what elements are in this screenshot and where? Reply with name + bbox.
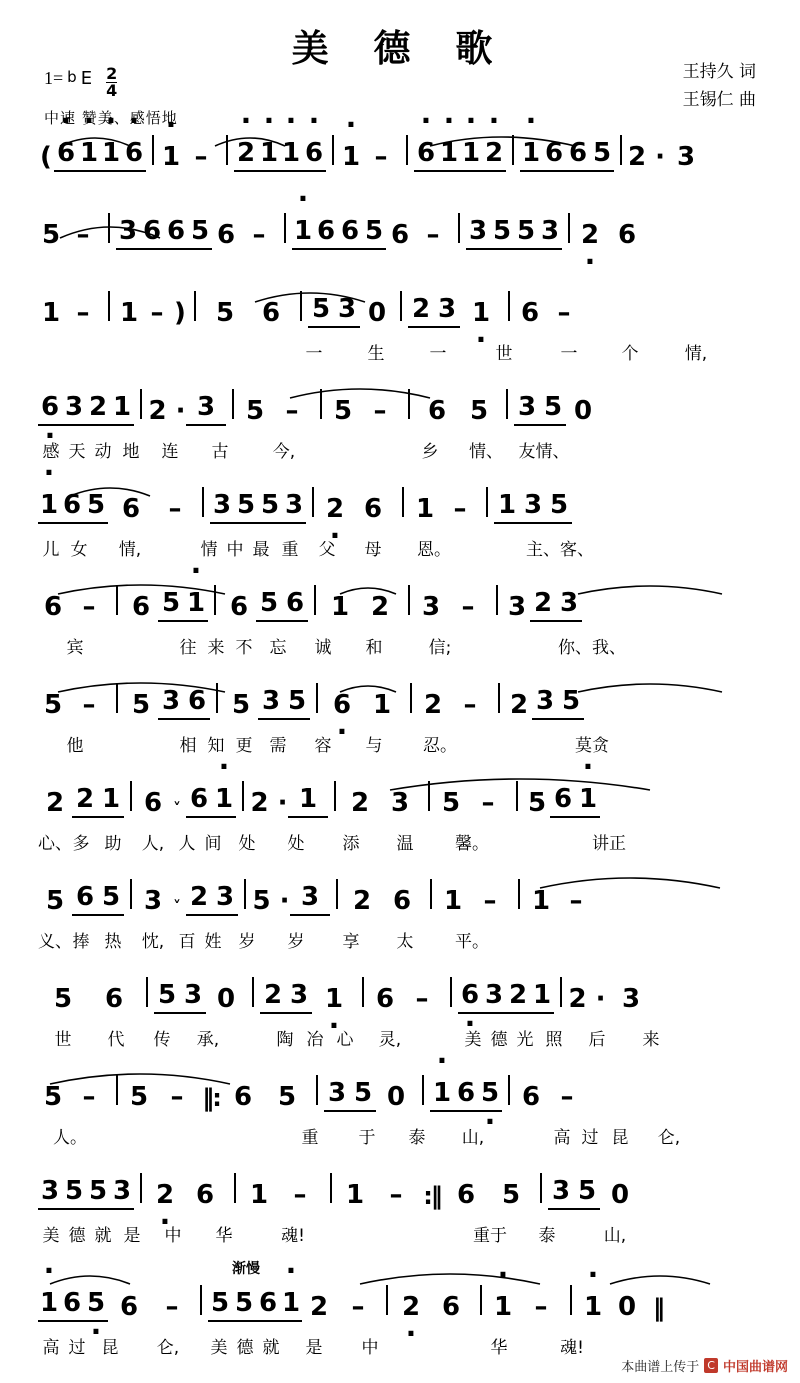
ritardando-marking: 渐慢 [232,1261,260,1277]
repeat-start-icon: ‖: [202,1084,220,1112]
system-row [0,1068,800,1166]
lyric-line: 义、 捧 热 忱, 百 姓 岁 岁 享 太 平。 [38,931,489,952]
system-row [0,1166,800,1264]
key-label: 1= [44,68,64,88]
key-note: E [80,68,93,89]
page-title: 美 德 歌 [291,27,509,70]
final-barline-icon: ‖ [653,1294,663,1322]
note-line: 6 · 3 2 1 2 · 3 5 – 5 – 6 5 3 5 0 [38,382,770,426]
note-line: 5 6 5 3 0 2 3 1 · 6 – 6 · 3 2 1 2 · 3 [38,970,770,1014]
note-line: 5 6 5 3 ˅ 2 3 5 · 3 2 6 1 – 1 – [38,872,770,916]
note-line: 6 – 6 5 · 1 6 5 6 1 2 3 – 3 2 3 [38,578,770,622]
lyric-line: 心、 多 助 人, 人 间 处 处 添 温 馨。 讲正 [38,833,626,854]
footer-watermark [621,1356,788,1375]
lyric-line: 他 相 知 更 需 容 与 忍。 莫贪 [66,735,609,756]
note-line: 2 2 1 6 ˅ 6 · 1 2 · 1 2 3 5 – 5 6 · 1 [38,774,770,818]
site-logo-icon: C [704,1358,718,1373]
repeat-end-icon: :‖ [423,1182,441,1210]
system-row [0,578,800,676]
site-name-link[interactable]: 中国曲谱网 [722,1360,788,1375]
system-row [0,206,800,284]
lyricist-credit: 王持久 词 [682,62,756,82]
lyric-line: 美 德 就 是 中 华 魂! 重于 泰 山, [42,1225,627,1246]
lyric-line: 高 过 昆 仑, 美 德 就 是 中 华 魂! [42,1337,584,1358]
system-row [0,480,800,578]
composer-credit: 王锡仁 曲 [682,90,756,110]
tempo-marking: 中速 赞美、感悟地 [44,109,178,127]
flat-icon: b [67,68,77,86]
music-staff-area [0,128,800,1362]
system-row [0,774,800,872]
system-row [0,128,800,206]
lyric-line: 儿 女 情, 情 中 最 重 父 母 恩。 主、客、 [42,539,594,560]
system-row [0,1261,800,1362]
meter-denominator: 4 [106,81,118,100]
system-row [0,382,800,480]
system-row [0,676,800,774]
meter-numerator: 2 [106,64,118,83]
lyric-line: 宾 往 来 不 忘 诚 和 信; 你、我、 [66,637,626,658]
note-line: · 1 6 5 · 6 – 5 5 6 · 1 2 – 2 · 6 · 1 – · 1 0 ‖ [38,1278,770,1322]
system-row [0,872,800,970]
lyric-line: 人。 重 于 泰 山, 高 过 昆 仑, [53,1127,681,1148]
upload-text: 本曲谱上传于 [621,1360,700,1375]
note-line: 5 – 3 6 6 5 6 – · 1 6 6 5 6 – 3 5 5 3 2 · 6 [38,206,770,250]
lyric-line: 世 代 传 承, 陶 冶 心 灵, 美 德 光 照 后 来 [54,1029,660,1050]
system-row [0,284,800,382]
note-line: 5 – 5 – ‖: 6 5 3 5 0 · 1 6 5 · 6 – [38,1068,770,1112]
credits-block [683,58,756,114]
note-line: 1 – 1 – ) 5 6 5 3 0 2 3 1 · 6 – [38,284,770,328]
system-row [0,970,800,1068]
time-signature [106,66,117,99]
note-line: · 1 6 5 6 – 3 5 5 3 2 · 6 1 – 1 3 5 [38,480,770,524]
lyric-line: 一 生 一 世 一 个 情, [305,343,708,364]
note-line: 3 5 5 3 2 · 6 1 – 1 – :‖ 6 5 3 5 0 [38,1166,770,1210]
note-line: 5 – 5 3 6 5 3 5 6 · 1 2 – 2 3 5 [38,676,770,720]
lyric-line: 感 天 动 地 连 古 今, 乡 情、 友情、 [42,441,570,462]
note-line: ( · 6 · 1 · 1 · 6 · 1 – · 2 · 1 · 1 · 6 · 1 – · 6 · 1 · 1 · 2 · 1 6 6 5 2 · 3 [38,128,770,172]
